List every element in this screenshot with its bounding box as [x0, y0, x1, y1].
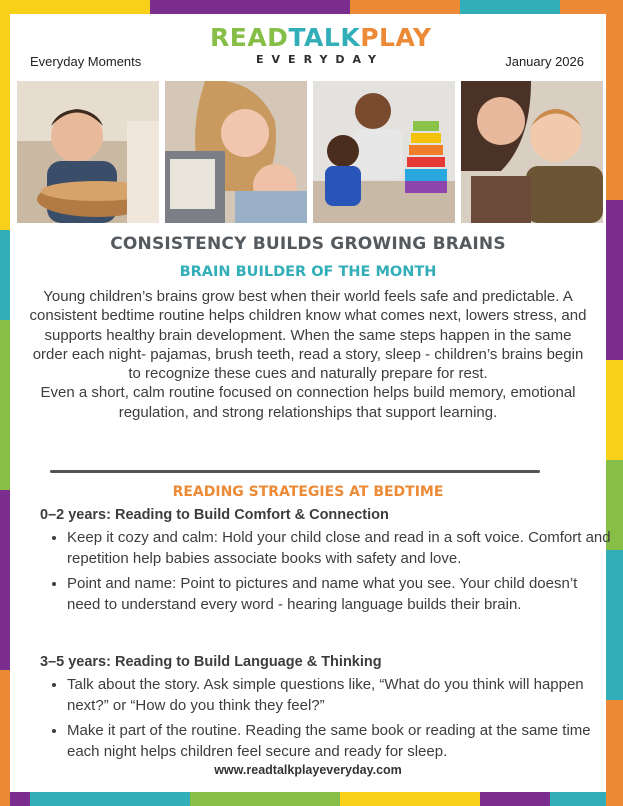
page-title: CONSISTENCY BUILDS GROWING BRAINS [110, 234, 506, 254]
photo-strip [17, 81, 603, 223]
issue-date: January 2026 [505, 54, 584, 69]
border-right-orange [606, 0, 623, 200]
border-right-purple [606, 200, 623, 360]
border-left-purple [0, 490, 10, 670]
tips-list-0-2 [40, 528, 612, 620]
border-left-green [0, 320, 10, 490]
intro-paragraph-1: Young children’s brains grow best when their world feels safe and predictable. A consistent bedtime routine helps children know what comes next, lowers stress, and supports healthy brain development. When the same steps happen in the same order each night- pajamas, brush teeth, read a story, sleep - children’s brains begin to recognize these cues and naturally prepare for rest. [29, 288, 587, 383]
photo-mother-son-reading [461, 81, 603, 223]
border-top-yellow [0, 0, 150, 14]
border-right-yellow [606, 360, 623, 460]
section-subtitle: BRAIN BUILDER OF THE MONTH [179, 264, 437, 280]
list-item: • Make it part of the routine. Reading the same book or reading at the same time each night helps children feel secure and ready for sleep. [67, 721, 612, 762]
border-top-orange [350, 0, 460, 14]
age-group-heading-0-2: 0–2 years: Reading to Build Comfort & Connection [40, 507, 389, 523]
tips-list-3-5 [40, 675, 612, 767]
logo-wordmark [210, 24, 430, 52]
logo-word-talk: TALK [288, 23, 361, 52]
section-divider [50, 470, 540, 473]
list-item: • Keep it cozy and calm: Hold your child close and read in a soft voice. Comfort and repetition help babies associate books with safety and love. [67, 528, 612, 569]
list-item: • Point and name: Point to pictures and name what you see. Your child doesn’t need to understand every word - hearing language builds their brain. [67, 574, 612, 615]
age-group-heading-3-5: 3–5 years: Reading to Build Language & Thinking [40, 654, 382, 670]
website-link[interactable]: www.readtalkplayeveryday.com [214, 763, 402, 777]
border-top-purple [150, 0, 350, 14]
border-left-yellow [0, 0, 10, 230]
border-left-teal [0, 230, 10, 320]
photo-teacher-children-stacking-toy [313, 81, 455, 223]
list-item: • Talk about the story. Ask simple questions like, “What do you think will happen next?” or “How do you think they feel?” [67, 675, 612, 716]
border-bottom-yellow [340, 792, 480, 806]
newsletter-page [10, 14, 611, 792]
header-section-label: Everyday Moments [30, 54, 142, 69]
border-bottom-green [190, 792, 340, 806]
strategies-heading: READING STRATEGIES AT BEDTIME [172, 484, 444, 500]
logo-word-read: READ [210, 23, 289, 52]
border-left-orange [0, 670, 10, 806]
logo-everyday: EVERYDAY [256, 53, 384, 66]
intro-text [26, 287, 590, 422]
logo-word-play: PLAY [360, 23, 432, 52]
intro-paragraph-2: Even a short, calm routine focused on connection helps build memory, emotional regulation, and strong relationships that support learning. [40, 384, 576, 421]
border-bottom-purple2 [480, 792, 550, 806]
read-talk-play-logo [210, 24, 430, 66]
border-top-teal [460, 0, 560, 14]
photo-mother-reading-to-baby [165, 81, 307, 223]
photo-child-mixing-bowl [17, 81, 159, 223]
border-bottom-teal [30, 792, 190, 806]
